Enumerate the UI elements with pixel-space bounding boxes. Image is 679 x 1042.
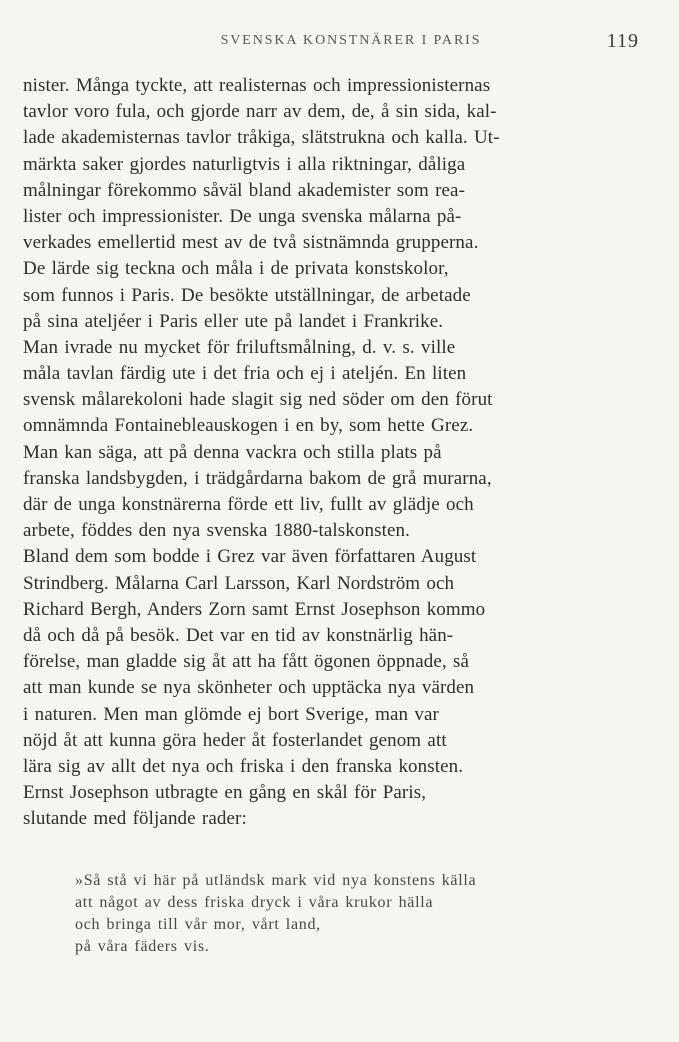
body-line-3: lade akademisternas tavlor tråkiga, slätstrukna och kalla. Ut- bbox=[23, 127, 500, 149]
body-text bbox=[23, 73, 616, 832]
body-line-24: att man kunde se nya skönheter och upptäcka nya värden bbox=[23, 677, 475, 699]
body-line-8: De lärde sig teckna och måla i de privata konstskolor, bbox=[23, 258, 449, 280]
body-line-20: Strindberg. Målarna Carl Larsson, Karl Nordström och bbox=[23, 572, 455, 594]
body-line-26: nöjd åt att kunna göra heder åt fosterlandet genom att bbox=[23, 729, 447, 751]
body-line-15: Man kan säga, att på denna vackra och stilla plats på bbox=[23, 441, 442, 463]
body-line-21: Richard Bergh, Anders Zorn samt Ernst Josephson kommo bbox=[23, 598, 486, 620]
running-title: SVENSKA KONSTNÄRER I PARIS bbox=[220, 33, 482, 48]
body-line-16: franska landsbygden, i trädgårdarna bakom de grå murarna, bbox=[23, 467, 492, 489]
body-line-18: arbete, föddes den nya svenska 1880-talskonsten. bbox=[23, 520, 410, 542]
body-line-6: lister och impressionister. De unga svenska målarna på- bbox=[23, 205, 462, 227]
body-line-25: i naturen. Men man glömde ej bort Sverige, man var bbox=[23, 703, 439, 725]
quote-line-4: på våra fäders vis. bbox=[75, 938, 210, 955]
body-line-27: lära sig av allt det nya och friska i den franska konsten. bbox=[23, 755, 464, 777]
body-line-13: svensk målarekoloni hade slagit sig ned söder om den förut bbox=[23, 389, 493, 411]
running-header bbox=[23, 30, 639, 54]
body-line-12: måla tavlan färdig ute i det fria och ej i ateljén. En liten bbox=[23, 363, 467, 385]
body-line-2: tavlor voro fula, och gjorde narr av dem, de, å sin sida, kal- bbox=[23, 101, 497, 123]
verse-quote bbox=[75, 870, 615, 958]
body-line-17: där de unga konstnärerna förde ett liv, fullt av glädje och bbox=[23, 494, 474, 515]
page-number: 119 bbox=[606, 30, 639, 52]
body-line-23: förelse, man gladde sig åt att ha fått ögonen öppnade, så bbox=[23, 651, 470, 673]
body-line-19: Bland dem som bodde i Grez var även författaren August bbox=[23, 546, 477, 568]
body-line-28: Ernst Josephson utbragte en gång en skål för Paris, bbox=[23, 782, 427, 804]
body-line-14: omnämnda Fontainebleauskogen i en by, som hette Grez. bbox=[23, 415, 474, 437]
quote-line-2: att något av dess friska dryck i våra krukor hälla bbox=[75, 894, 434, 911]
body-line-10: på sina ateljéer i Paris eller ute på landet i Frankrike. bbox=[23, 310, 444, 332]
body-line-4: märkta saker gjordes naturligtvis i alla riktningar, dåliga bbox=[23, 153, 466, 175]
quote-line-3: och bringa till vår mor, vårt land, bbox=[75, 916, 321, 933]
quote-line-1: »Så stå vi här på utländsk mark vid nya konstens källa bbox=[75, 872, 477, 889]
body-line-7: verkades emellertid mest av de två sistnämnda grupperna. bbox=[23, 232, 479, 254]
body-line-22: då och då på besök. Det var en tid av konstnärlig hän- bbox=[23, 624, 454, 646]
body-line-1: nister. Många tyckte, att realisternas och impressionisternas bbox=[23, 75, 491, 96]
body-line-29: slutande med följande rader: bbox=[23, 808, 247, 830]
body-line-5: målningar förekommo såväl bland akademister som rea- bbox=[23, 179, 466, 201]
body-line-9: som funnos i Paris. De besökte utställningar, de arbetade bbox=[23, 284, 471, 306]
body-line-11: Man ivrade nu mycket för friluftsmålning, d. v. s. ville bbox=[23, 336, 456, 358]
